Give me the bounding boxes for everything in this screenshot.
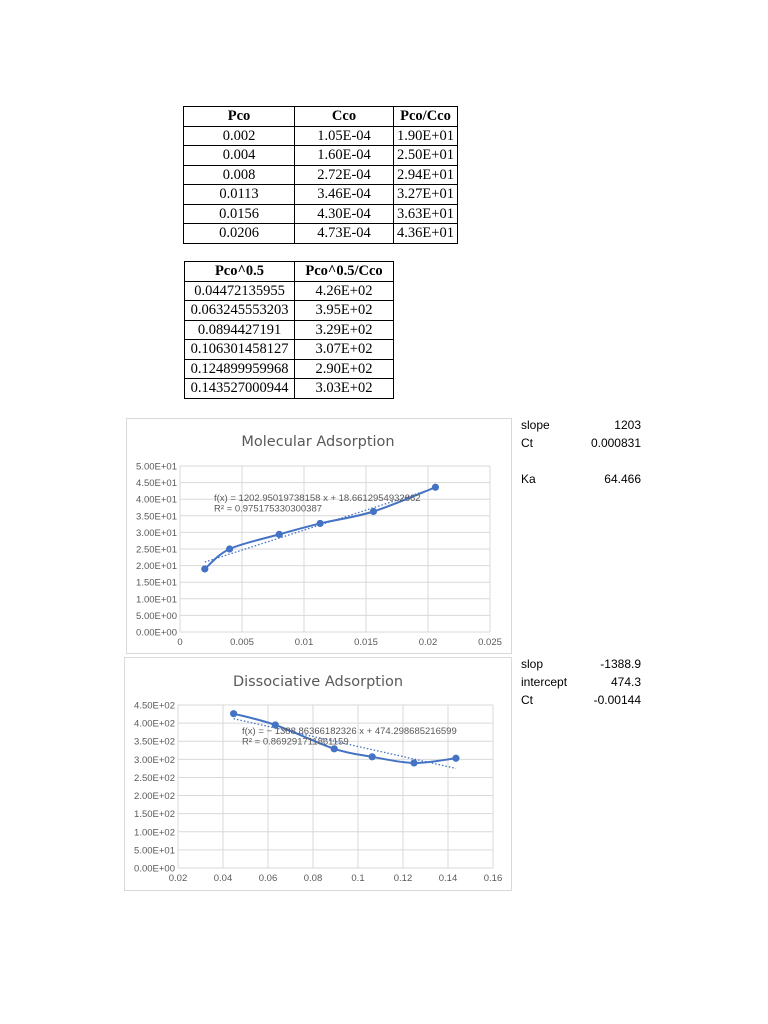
x-tick-label: 0.1 bbox=[351, 873, 365, 884]
table-row bbox=[184, 126, 458, 146]
y-tick-label: 3.50E+02 bbox=[134, 736, 175, 748]
x-tick-label: 0.025 bbox=[478, 637, 502, 648]
table-cell: 0.002 bbox=[184, 126, 295, 146]
y-tick-label: 5.00E+00 bbox=[136, 610, 177, 622]
table-cell: 4.73E-04 bbox=[295, 224, 394, 244]
table-cell: 3.27E+01 bbox=[394, 185, 458, 205]
x-tick-label: 0 bbox=[177, 637, 183, 648]
molecular-adsorption-chart bbox=[126, 418, 512, 654]
table-row bbox=[184, 165, 458, 185]
y-tick-label: 3.00E+01 bbox=[136, 527, 177, 539]
table-cell: 3.46E-04 bbox=[295, 185, 394, 205]
table-row bbox=[184, 224, 458, 244]
column-header: Cco bbox=[295, 107, 394, 127]
trendline-equation: f(x) = 1202.95019738158 x + 18.6612954932862 bbox=[214, 493, 421, 504]
table-row bbox=[185, 301, 394, 321]
table-cell: 3.03E+02 bbox=[295, 379, 394, 399]
table-row bbox=[185, 340, 394, 360]
table-cell: 0.106301458127 bbox=[185, 340, 295, 360]
slope-row bbox=[521, 416, 641, 434]
pco-cco-table bbox=[183, 106, 458, 244]
y-tick-label: 3.00E+02 bbox=[134, 754, 175, 766]
table-cell: 3.29E+02 bbox=[295, 320, 394, 340]
data-point bbox=[370, 508, 377, 515]
data-point bbox=[317, 520, 324, 527]
table-header-row bbox=[185, 262, 394, 282]
y-tick-label: 1.00E+02 bbox=[134, 827, 175, 839]
table-cell: 4.30E-04 bbox=[295, 204, 394, 224]
x-tick-label: 0.02 bbox=[418, 637, 438, 648]
ct-value: 0.000831 bbox=[590, 436, 641, 450]
data-point bbox=[230, 710, 237, 717]
table-cell: 3.63E+01 bbox=[394, 204, 458, 224]
intercept-row bbox=[521, 673, 641, 691]
table-row bbox=[184, 185, 458, 205]
table-row bbox=[185, 379, 394, 399]
trendline-equation: f(x) = − 1388.86366182326 x + 474.298685216599 bbox=[242, 726, 457, 737]
table-row bbox=[185, 359, 394, 379]
table-cell: 3.95E+02 bbox=[295, 301, 394, 321]
table-cell: 0.124899959968 bbox=[185, 359, 295, 379]
dissociative-adsorption-plot bbox=[125, 658, 511, 890]
data-point bbox=[432, 484, 439, 491]
molecular-results bbox=[521, 416, 641, 496]
table-cell: 2.94E+01 bbox=[394, 165, 458, 185]
table-header-row bbox=[184, 107, 458, 127]
table-cell: 1.60E-04 bbox=[295, 146, 394, 166]
trendline-equation: R² = 0.975175330300387 bbox=[214, 503, 323, 515]
y-tick-label: 2.50E+02 bbox=[134, 772, 175, 784]
ka-label: Ka bbox=[521, 472, 536, 486]
ka-value: 64.466 bbox=[604, 472, 641, 486]
table-cell: 2.72E-04 bbox=[295, 165, 394, 185]
ct-row bbox=[521, 691, 641, 709]
trendline-equation: R² = 0.869291711861159 bbox=[242, 736, 349, 748]
slop-row bbox=[521, 655, 641, 673]
x-tick-label: 0.12 bbox=[393, 873, 413, 884]
ct-row bbox=[521, 434, 641, 452]
table-cell: 0.008 bbox=[184, 165, 295, 185]
dissociative-adsorption-chart bbox=[124, 657, 512, 891]
y-tick-label: 3.50E+01 bbox=[136, 511, 177, 523]
table-row bbox=[184, 204, 458, 224]
ct-value: -0.00144 bbox=[593, 693, 641, 707]
slop-value: -1388.9 bbox=[600, 657, 641, 671]
y-tick-label: 4.00E+02 bbox=[134, 718, 175, 730]
data-point bbox=[276, 531, 283, 538]
y-tick-label: 1.50E+02 bbox=[134, 809, 175, 821]
data-point bbox=[201, 565, 208, 572]
column-header: Pco^0.5/Cco bbox=[295, 262, 394, 282]
table-cell: 2.90E+02 bbox=[295, 359, 394, 379]
y-tick-label: 0.00E+00 bbox=[134, 863, 175, 875]
y-tick-label: 2.00E+02 bbox=[134, 791, 175, 803]
molecular-adsorption-plot bbox=[127, 419, 511, 653]
chart-title: Molecular Adsorption bbox=[241, 434, 395, 450]
x-tick-label: 0.01 bbox=[294, 637, 314, 648]
table-row bbox=[184, 146, 458, 166]
dissociative-results bbox=[521, 655, 641, 715]
table-cell: 4.36E+01 bbox=[394, 224, 458, 244]
data-point bbox=[452, 755, 459, 762]
y-tick-label: 5.00E+01 bbox=[136, 461, 177, 473]
table-cell: 0.0894427191 bbox=[185, 320, 295, 340]
ct-label: Ct bbox=[521, 693, 533, 707]
y-tick-label: 2.00E+01 bbox=[136, 561, 177, 573]
slope-label: slope bbox=[521, 418, 550, 432]
table-cell: 4.26E+02 bbox=[295, 281, 394, 301]
x-tick-label: 0.015 bbox=[354, 637, 378, 648]
slop-label: slop bbox=[521, 657, 544, 671]
table-cell: 0.063245553203 bbox=[185, 301, 295, 321]
data-point bbox=[369, 753, 376, 760]
x-tick-label: 0.04 bbox=[213, 873, 233, 884]
x-tick-label: 0.14 bbox=[438, 873, 458, 884]
x-tick-label: 0.06 bbox=[258, 873, 278, 884]
y-tick-label: 1.00E+01 bbox=[136, 594, 177, 606]
table-cell: 1.05E-04 bbox=[295, 126, 394, 146]
ct-label: Ct bbox=[521, 436, 533, 450]
y-tick-label: 4.50E+02 bbox=[134, 700, 175, 712]
intercept-label: intercept bbox=[521, 675, 568, 689]
x-tick-label: 0.005 bbox=[230, 637, 254, 648]
data-point bbox=[410, 759, 417, 766]
table-cell: 0.0156 bbox=[184, 204, 295, 224]
y-tick-label: 4.50E+01 bbox=[136, 478, 177, 490]
x-tick-label: 0.08 bbox=[303, 873, 323, 884]
data-point bbox=[226, 545, 233, 552]
table-cell: 1.90E+01 bbox=[394, 126, 458, 146]
column-header: Pco^0.5 bbox=[185, 262, 295, 282]
column-header: Pco/Cco bbox=[394, 107, 458, 127]
slope-value: 1203 bbox=[614, 418, 641, 432]
chart-title: Dissociative Adsorption bbox=[232, 674, 404, 690]
ka-row bbox=[521, 470, 641, 488]
pco-sqrt-table bbox=[184, 261, 394, 399]
table-cell: 2.50E+01 bbox=[394, 146, 458, 166]
y-tick-label: 1.50E+01 bbox=[136, 577, 177, 589]
intercept-value: 474.3 bbox=[610, 675, 641, 689]
table-cell: 3.07E+02 bbox=[295, 340, 394, 360]
y-tick-label: 4.00E+01 bbox=[136, 494, 177, 506]
y-tick-label: 5.00E+01 bbox=[134, 845, 175, 857]
table-cell: 0.004 bbox=[184, 146, 295, 166]
y-tick-label: 0.00E+00 bbox=[136, 627, 177, 639]
table-cell: 0.0206 bbox=[184, 224, 295, 244]
column-header: Pco bbox=[184, 107, 295, 127]
table-cell: 0.0113 bbox=[184, 185, 295, 205]
table-cell: 0.143527000944 bbox=[185, 379, 295, 399]
table-row bbox=[185, 281, 394, 301]
x-tick-label: 0.16 bbox=[483, 873, 503, 884]
y-tick-label: 2.50E+01 bbox=[136, 544, 177, 556]
table-cell: 0.04472135955 bbox=[185, 281, 295, 301]
table-row bbox=[185, 320, 394, 340]
x-tick-label: 0.02 bbox=[168, 873, 188, 884]
